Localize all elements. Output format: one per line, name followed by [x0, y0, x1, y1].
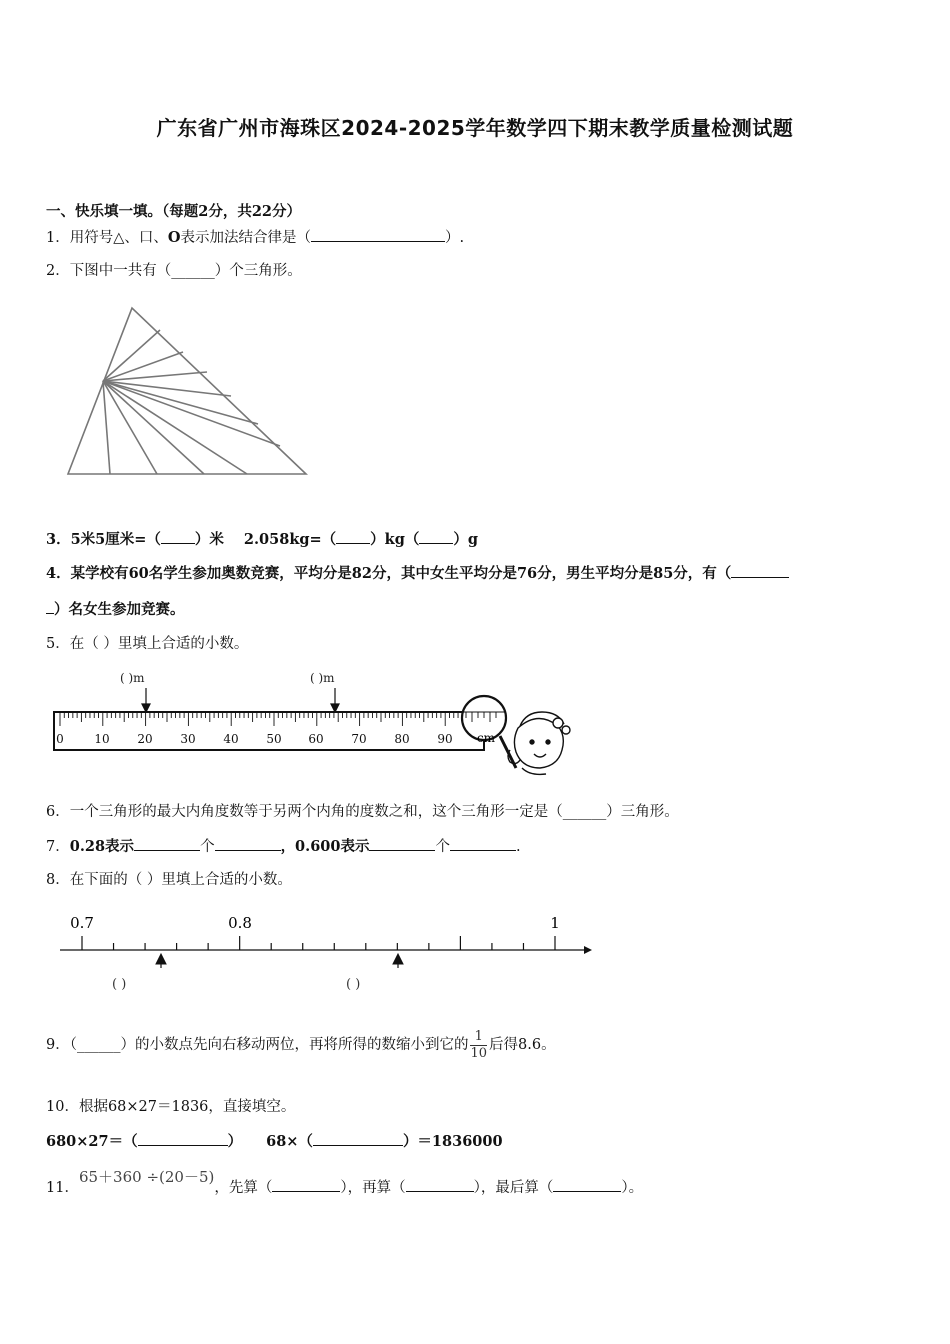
answer-blank[interactable] — [272, 1177, 340, 1192]
number-line-label: 0.7 — [70, 914, 94, 932]
question-8: 8．在下面的（ ）里填上合适的小数。 — [46, 872, 292, 888]
question-9: 9．（______）的小数点先向右移动两位，再将所得的数缩小到它的 $\frac{1}{10}$ 后得8.6。 — [46, 1028, 556, 1061]
question-2: 2．下图中一共有（______）个三角形。 — [46, 263, 302, 279]
ruler-unit-label: cm — [476, 731, 496, 745]
ruler-figure — [50, 668, 570, 778]
answer-blank[interactable] — [161, 529, 195, 544]
ruler-marker-label: ( )m — [310, 671, 335, 685]
ruler-tick-label: 10 — [94, 732, 110, 746]
answer-blank[interactable] — [406, 1177, 474, 1192]
section-heading: 一、快乐填一填。（每题2分，共22分） — [46, 203, 302, 220]
triangle-figure — [60, 300, 320, 485]
question-11: 11．65＋360 ÷(20－5)，先算（ ），再算（ ），最后算（ ）。 — [46, 1168, 644, 1196]
cartoon-girl-icon — [508, 712, 570, 774]
answer-blank[interactable] — [134, 836, 200, 851]
ruler-tick-label: 80 — [394, 732, 410, 746]
question-7: 7．0.28表示 个 ，0.600表示 个 . — [46, 838, 521, 855]
number-line-answer: ( ) — [112, 977, 127, 992]
number-line-label: 1 — [550, 914, 560, 932]
number-line-figure — [56, 908, 596, 998]
answer-blank[interactable] — [369, 836, 435, 851]
ruler-marker-label: ( )m — [120, 671, 145, 685]
answer-blank[interactable] — [138, 1131, 228, 1146]
question-10-items: 680×27＝（ ） 68×（ ）＝1836000 — [46, 1133, 503, 1150]
ruler-tick-label: 90 — [437, 732, 453, 746]
number-line-label: 0.8 — [228, 914, 252, 932]
answer-blank[interactable] — [553, 1177, 621, 1192]
question-4-cont: ）名女生参加竞赛。 — [46, 599, 185, 620]
number-line-answer: ( ) — [346, 977, 361, 992]
question-3: 3．5米5厘米=（ ）米 2.058kg=（ ）kg（ ）g — [46, 531, 478, 548]
answer-blank[interactable] — [313, 1131, 403, 1146]
ruler-tick-label: 30 — [180, 732, 196, 746]
ruler-tick-label: 0 — [56, 732, 64, 746]
math-expression: 65＋360 ÷(20－5) — [78, 1168, 215, 1186]
answer-blank[interactable] — [215, 836, 281, 851]
answer-blank[interactable] — [731, 563, 789, 578]
question-6: 6．一个三角形的最大内角度数等于另两个内角的度数之和，这个三角形一定是（______）三角形。 — [46, 804, 679, 820]
page-title: 广东省广州市海珠区2024-2025学年数学四下期末教学质量检测试题 — [156, 116, 794, 140]
ruler-tick-label: 40 — [223, 732, 239, 746]
question-5: 5．在（ ）里填上合适的小数。 — [46, 636, 249, 652]
answer-blank[interactable] — [311, 227, 445, 242]
ruler-tick-label: 60 — [308, 732, 324, 746]
answer-blank[interactable] — [450, 836, 516, 851]
ruler-tick-label: 70 — [351, 732, 367, 746]
ruler-tick-label: 20 — [137, 732, 153, 746]
question-1: 1．用符号△、口、O表示加法结合律是（ ）. — [46, 229, 465, 246]
question-4: 4．某学校有60名学生参加奥数竞赛，平均分是82分，其中女生平均分是76分，男生平均分是85分，有（ — [46, 563, 789, 584]
fraction: $\frac{1}{10}$ — [470, 1028, 488, 1061]
answer-blank[interactable] — [336, 529, 370, 544]
question-10: 10．根据68×27＝1836，直接填空。 — [46, 1099, 296, 1115]
ruler-tick-label: 50 — [266, 732, 282, 746]
answer-blank[interactable] — [419, 529, 453, 544]
